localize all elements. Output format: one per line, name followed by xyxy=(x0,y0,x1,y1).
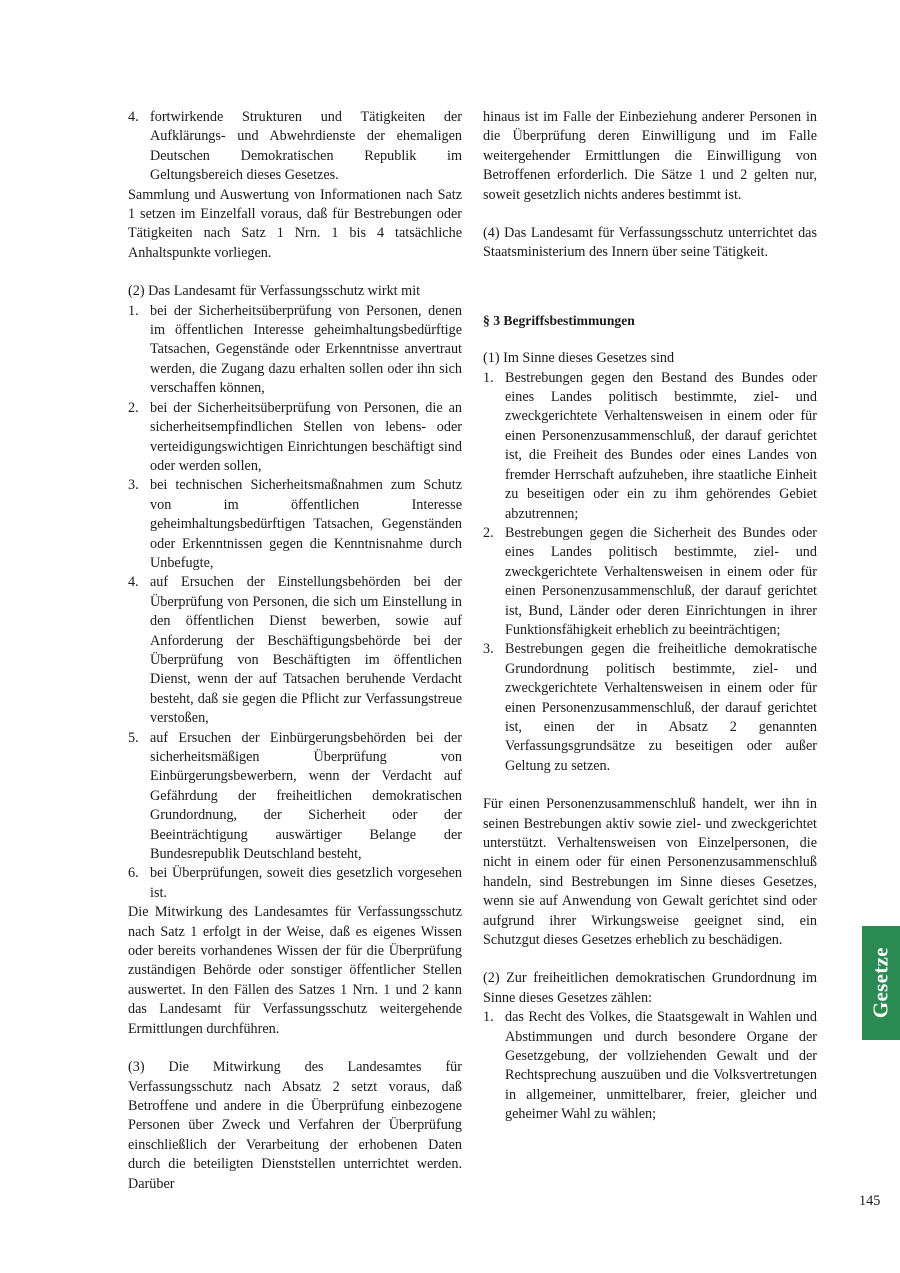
section-tab xyxy=(862,926,900,1040)
list-item-text: bei Überprüfungen, soweit dies gesetzlich vorgesehen ist. xyxy=(150,865,462,901)
list-item: 1. Bestrebungen gegen den Bestand des Bundes oder eines Landes politisch bestimmte, ziel- und zweckgerichtete Verhaltensweisen in einem oder für einen Personenzusammenschluß, der darauf gerichtet ist, die Freiheit des Bundes oder eines Landes von fremder Herrschaft aufzuheben, ihre staatliche Einheit zu beseitigen oder ein zu ihm gehörendes Gebiet abzutrennen; xyxy=(483,369,817,522)
paragraph: Für einen Personenzusammenschluß handelt, wer ihn in seinen Bestrebungen aktiv sowie ziel- und zweckgerichtet unterstützt. Verhaltensweisen von Einzelpersonen, die nicht in einem oder für einen Personenzusammenschluß handeln, sind Bestrebungen im Sinne dieses Gesetzes, wenn sie auf Anwendung von Gewalt gerichtet sind oder aufgrund ihrer Wirkungsweise geeignet sind, ein Schutzgut dieses Gesetzes erheblich zu beschädigen. xyxy=(483,796,817,949)
list-item-text: Bestrebungen gegen die Sicherheit des Bundes oder eines Landes politisch bestimmte, ziel- und zweckgerichtete Verhaltensweisen in einem oder für einen Personenzusammenschluß, der darauf gerichtet ist, Bund, Länder oder deren Einrichtungen in ihrer Funktionsfähigkeit erheblich zu beeinträchtigen; xyxy=(505,524,817,638)
paragraph: (3) Die Mitwirkung des Landesamtes für Verfassungsschutz nach Absatz 2 setzt voraus, daß Betroffene und andere in die Überprüfung einbezogene Personen über Zweck und Verfahren der Überprüfung einschließlich der Verarbeitung der erhobenen Daten durch die beteiligten Dienststellen unterrichtet werden. Darüber xyxy=(128,1059,462,1192)
paragraph: Sammlung und Auswertung von Informationen nach Satz 1 setzen im Einzelfall voraus, daß für Bestrebungen oder Tätigkeiten nach Satz 1 Nrn. 1 bis 4 tatsächliche Anhaltspunkte vorliegen. xyxy=(128,186,462,261)
list-item-text: auf Ersuchen der Einbürgerungsbehörden bei der sicherheitsmäßigen Überprüfung von Einbürgerungsbewerbern, wenn der Verdacht auf Gefährdung der freiheitlichen demokratischen Grundordnung, der Sicherheit oder der Beeinträchtigung auswärtiger Belange der Bundesrepublik Deutschland besteht, xyxy=(150,729,462,863)
list-continuation xyxy=(128,108,462,186)
left-column xyxy=(128,108,462,1194)
list-item: 3. Bestrebungen gegen die freiheitliche demokratische Grundordnung politisch bestimmte, ziel- und zweckgerichtete Verhaltensweisen in einem oder für einen Personenzusammenschluß, der darauf gerichtet ist, einen der in Absatz 2 genannten Verfassungsgrundsätze zu beseitigen oder außer Geltung zu setzen. xyxy=(483,641,817,774)
list-item: 4. auf Ersuchen der Einstellungsbehörden bei der Überprüfung von Personen, die sich um Einstellung in den öffentlichen Dienst bewerben, sowie auf Anforderung der Beschäftigungsbehörde bei der Überprüfung von Beschäftigten im öffentlichen Dienst, wenn der auf Tatsachen beruhende Verdacht besteht, daß sie gegen die Pflicht zur Verfassungstreue verstoßen, xyxy=(128,574,462,727)
list-item-text: das Recht des Volkes, die Staatsgewalt in Wahlen und Abstimmungen und durch besondere Organe der Gesetzgebung, der vollziehenden Gewalt und der Rechtsprechung auszuüben und die Volksvertretungen in allgemeiner, unmittelbarer, freier, gleicher und geheimer Wahl zu wählen; xyxy=(505,1009,817,1123)
list-item: 6. bei Überprüfungen, soweit dies gesetzlich vorgesehen ist. xyxy=(128,865,462,901)
paragraph: Die Mitwirkung des Landesamtes für Verfassungsschutz nach Satz 1 erfolgt in der Weise, daß es eigenes Wissen oder bereits vorhandenes Wissen der für die Überprüfung zuständigen Behörde oder sonstiger öffentlicher Stellen auswertet. In den Fällen des Satzes 1 Nrn. 1 und 2 kann das Landesamt für Verfassungsschutz weitergehende Ermittlungen durchführen. xyxy=(128,904,462,1037)
section-tab-label: Gesetze xyxy=(868,947,893,1019)
paragraph-intro: (2) Zur freiheitlichen demokratischen Grundordnung im Sinne dieses Gesetzes zählen: xyxy=(483,970,817,1006)
paragraph-intro: (1) Im Sinne dieses Gesetzes sind xyxy=(483,350,675,367)
numbered-list xyxy=(483,1008,817,1124)
list-item: 2. Bestrebungen gegen die Sicherheit des Bundes oder eines Landes politisch bestimmte, ziel- und zweckgerichtete Verhaltensweisen in einem oder für einen Personenzusammenschluß, der darauf gerichtet ist, Bund, Länder oder deren Einrichtungen in ihrer Funktionsfähigkeit erheblich zu beeinträchtigen; xyxy=(483,524,817,638)
list-item: 5. auf Ersuchen der Einbürgerungsbehörden bei der sicherheitsmäßigen Überprüfung von Einbürgerungsbewerbern, wenn der Verdacht auf Gefährdung der freiheitlichen demokratischen Grundordnung, der Sicherheit oder der Beeinträchtigung auswärtiger Belange der Bundesrepublik Deutschland besteht, xyxy=(128,729,462,863)
list-item-text: auf Ersuchen der Einstellungsbehörden bei der Überprüfung von Personen, die sich um Einstellung in den öffentlichen Dienst bewerben, sowie auf Anforderung der Beschäftigungsbehörde bei der Überprüfung von Beschäftigten im öffentlichen Dienst, wenn der auf Tatsachen beruhende Verdacht besteht, daß sie gegen die Pflicht zur Verfassungstreue verstoßen, xyxy=(150,574,462,727)
paragraph: (4) Das Landesamt für Verfassungsschutz unterrichtet das Staatsministerium des Innern über seine Tätigkeit. xyxy=(483,225,817,261)
list-item: 4. fortwirkende Strukturen und Tätigkeiten der Aufklärungs- und Abwehrdienste der ehemaligen Deutschen Demokratischen Republik im Geltungsbereich dieses Gesetzes. xyxy=(128,109,462,184)
page-number: 145 xyxy=(859,1193,881,1209)
paragraph: hinaus ist im Falle der Einbeziehung anderer Personen in die Überprüfung deren Einwilligung und im Falle weitergehender Ermittlungen die Einwilligung von Betroffenen erforderlich. Die Sätze 1 und 2 gelten nur, soweit gesetzlich nichts anderes bestimmt ist. xyxy=(483,109,817,203)
list-item-text: bei der Sicherheitsüberprüfung von Personen, denen im öffentlichen Interesse geheimhaltungsbedürftige Tatsachen, Gegenstände oder Erkenntnisse anvertraut werden, die Zugang dazu erhalten sollen oder ihn sich verschaffen können, xyxy=(150,302,462,397)
list-item-text: Bestrebungen gegen die freiheitliche demokratische Grundordnung politisch bestimmte, ziel- und zweckgerichtete Verhaltensweisen in einem oder für einen Personenzusammenschluß, der darauf gerichtet ist, einen der in Absatz 2 genannten Verfassungsgrundsätze zu beseitigen oder außer Geltung zu setzen. xyxy=(505,641,817,774)
section-heading: § 3 Begriffsbestimmungen xyxy=(483,312,635,328)
list-item: 2. bei der Sicherheitsüberprüfung von Personen, die an sicherheitsempfindlichen Stellen von lebens- oder verteidigungswichtigen Einrichtungen beschäftigt sind oder werden sollen, xyxy=(128,399,462,474)
list-item: 3. bei technischen Sicherheitsmaßnahmen zum Schutz von im öffentlichen Interesse geheimhaltungsbedürftigen Tatsachen, Gegenständen oder Erkenntnissen gegen die Kenntnisnahme durch Unbefugte, xyxy=(128,477,462,571)
list-item: 1. bei der Sicherheitsüberprüfung von Personen, denen im öffentlichen Interesse geheimhaltungsbedürftige Tatsachen, Gegenstände oder Erkenntnisse anvertraut werden, die Zugang dazu erhalten sollen oder ihn sich verschaffen können, xyxy=(128,302,462,397)
list-item-text: fortwirkende Strukturen und Tätigkeiten der Aufklärungs- und Abwehrdienste der ehemaligen Deutschen Demokratischen Republik im Geltungsbereich dieses Gesetzes. xyxy=(150,109,462,184)
list-item-text: Bestrebungen gegen den Bestand des Bundes oder eines Landes politisch bestimmte, ziel- und zweckgerichtete Verhaltensweisen in einem oder für einen Personenzusammenschluß, der darauf gerichtet ist, die Freiheit des Bundes oder eines Landes von fremder Herrschaft aufzuheben, ihre staatliche Einheit zu beseitigen oder ein zu ihm gehörendes Gebiet abzutrennen; xyxy=(505,369,817,522)
paragraph-intro: (2) Das Landesamt für Verfassungsschutz wirkt mit xyxy=(128,283,421,300)
list-item-text: bei technischen Sicherheitsmaßnahmen zum Schutz von im öffentlichen Interesse geheimhaltungsbedürftigen Tatsachen, Gegenständen oder Erkenntnissen gegen die Kenntnisnahme durch Unbefugte, xyxy=(150,477,462,571)
numbered-list xyxy=(128,302,462,904)
right-column xyxy=(483,108,817,1125)
list-item-text: bei der Sicherheitsüberprüfung von Personen, die an sicherheitsempfindlichen Stellen von lebens- oder verteidigungswichtigen Einrichtungen beschäftigt sind oder werden sollen, xyxy=(150,399,462,474)
numbered-list xyxy=(483,369,817,777)
list-item: 1. das Recht des Volkes, die Staatsgewalt in Wahlen und Abstimmungen und durch besondere Organe der Gesetzgebung, der vollziehenden Gewalt und der Rechtsprechung auszuüben und die Volksvertretungen in allgemeiner, unmittelbarer, freier, gleicher und geheimer Wahl zu wählen; xyxy=(483,1009,817,1123)
